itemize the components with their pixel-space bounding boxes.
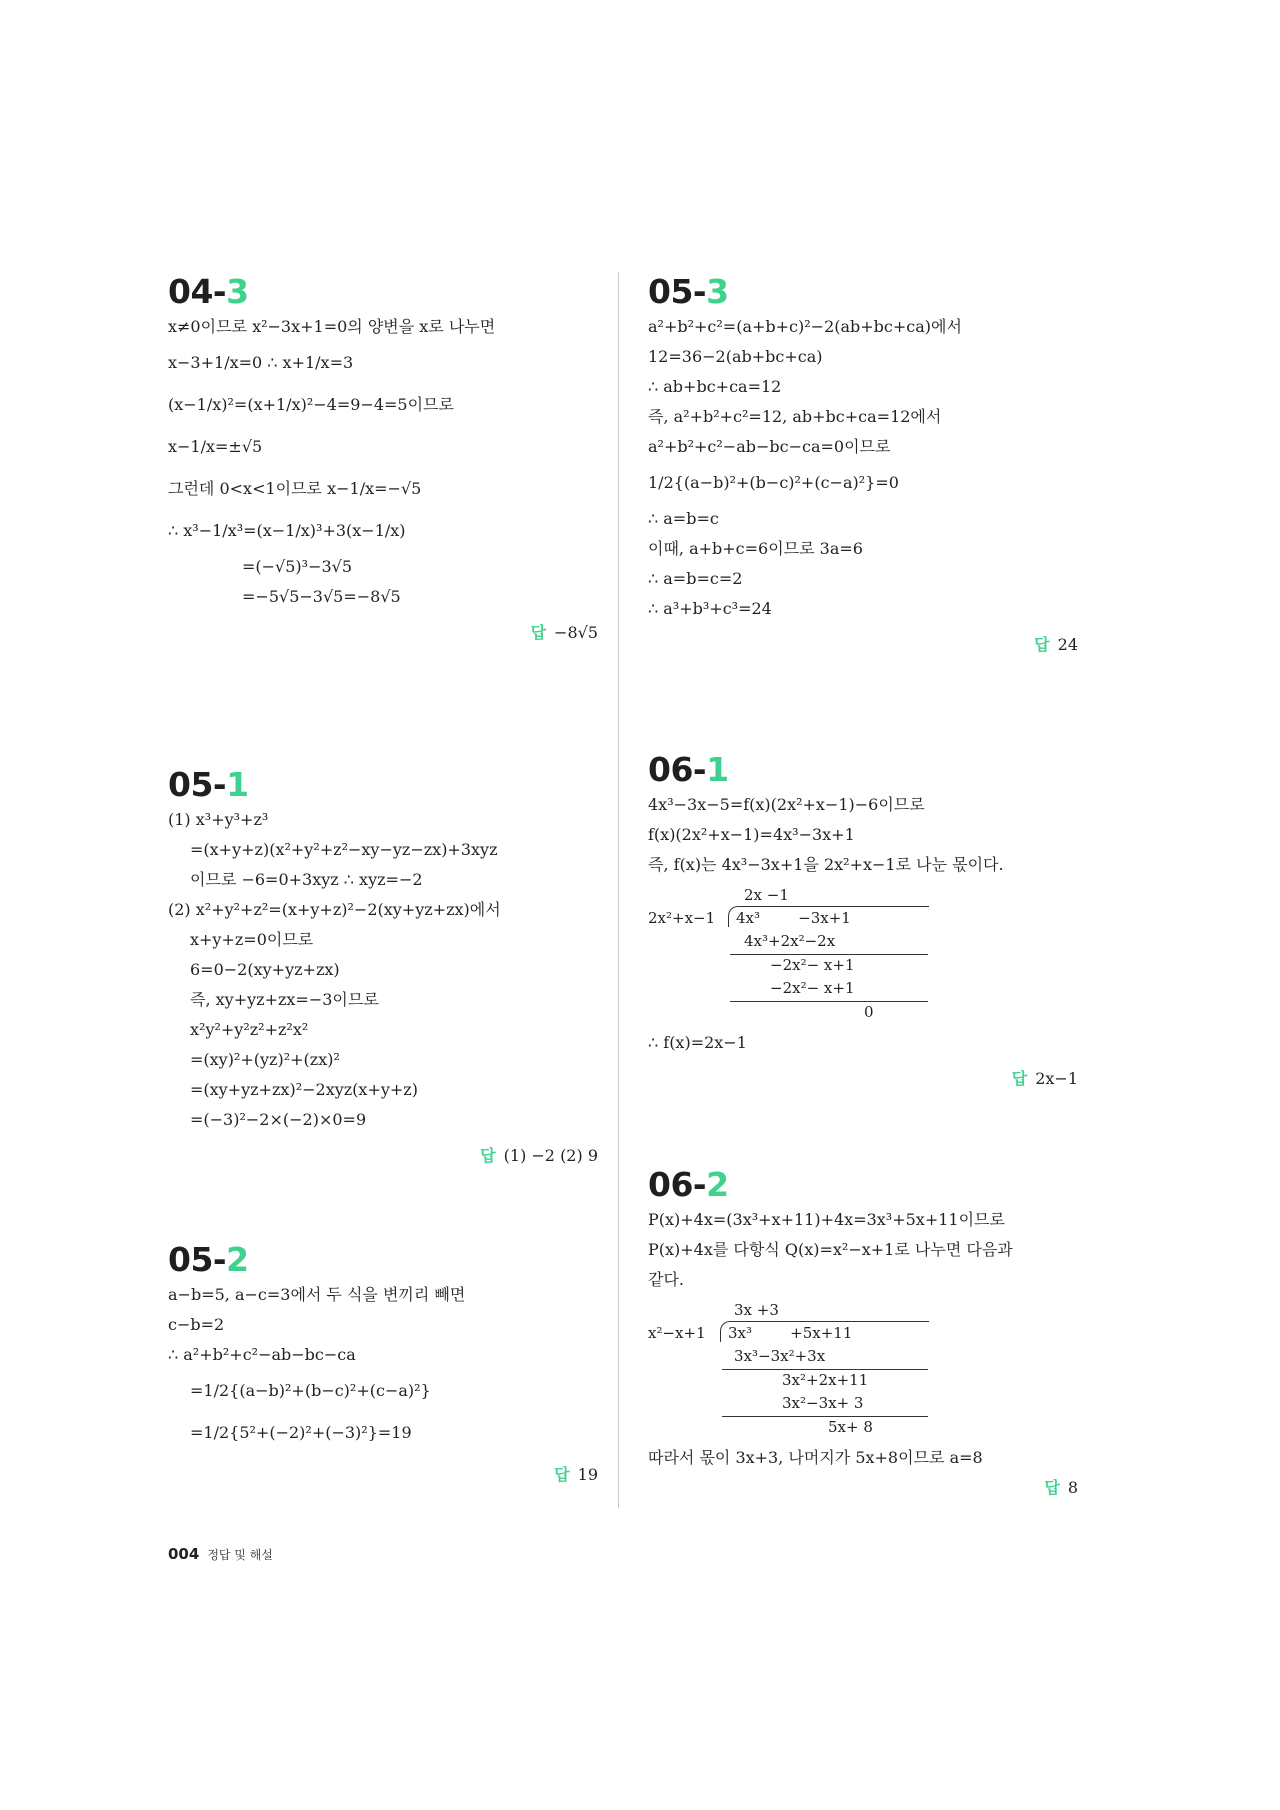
division-divisor: x²−x+1 [648, 1324, 706, 1342]
line: ∴ f(x)=2x−1 [648, 1033, 747, 1052]
line: P(x)+4x=(3x³+x+11)+4x=3x³+5x+11이므로 [648, 1210, 1005, 1229]
line: =(x+y+z)(x²+y²+z²−xy−yz−zx)+3xyz [190, 840, 498, 859]
division-rule [730, 1001, 928, 1002]
line: x+y+z=0이므로 [190, 930, 314, 949]
line: a²+b²+c²−ab−bc−ca=0이므로 [648, 437, 891, 456]
line: (x−1/x)²=(x+1/x)²−4=9−4=5이므로 [168, 395, 454, 414]
line: ∴ a³+b³+c³=24 [648, 599, 772, 618]
line: 이므로 −6=0+3xyz ∴ xyz=−2 [190, 870, 423, 889]
answer: 답 −8√5 [530, 623, 598, 642]
division-rule [722, 1416, 928, 1417]
line: ∴ a=b=c=2 [648, 569, 743, 588]
division-step: 3x³−3x²+3x [734, 1347, 826, 1365]
answer: 답 2x−1 [1011, 1069, 1078, 1088]
footer-title: 정답 및 해설 [207, 1548, 273, 1562]
line: (1) x³+y³+z³ [168, 810, 269, 829]
section-heading: 05-2 [168, 1240, 249, 1279]
division-divisor: 2x²+x−1 [648, 909, 716, 927]
line: 즉, a²+b²+c²=12, ab+bc+ca=12에서 [648, 407, 942, 426]
division-dividend: 4x³ −3x+1 [736, 909, 851, 927]
line: P(x)+4x를 다항식 Q(x)=x²−x+1로 나누면 다음과 [648, 1240, 1013, 1259]
section-06-2 [648, 1165, 1078, 1503]
line: =(−3)²−2×(−2)×0=9 [190, 1110, 367, 1129]
line: =1/2{(a−b)²+(b−c)²+(c−a)²} [190, 1381, 431, 1400]
division-quotient: 2x −1 [744, 886, 789, 904]
line: x≠0이므로 x²−3x+1=0의 양변을 x로 나누면 [168, 317, 496, 336]
line: x−3+1/x=0 ∴ x+1/x=3 [168, 353, 354, 372]
column-divider [618, 272, 619, 1508]
line: ∴ a=b=c [648, 509, 719, 528]
answer: 답 (1) −2 (2) 9 [480, 1146, 598, 1165]
division-step: 3x²−3x+ 3 [782, 1394, 864, 1412]
line: a−b=5, a−c=3에서 두 식을 변끼리 빼면 [168, 1285, 466, 1304]
answer: 답 8 [1044, 1478, 1078, 1497]
line: =(xy)²+(yz)²+(zx)² [190, 1050, 340, 1069]
division-step: −2x²− x+1 [770, 979, 855, 997]
line: 따라서 몫이 3x+3, 나머지가 5x+8이므로 a=8 [648, 1448, 983, 1467]
line: 즉, xy+yz+zx=−3이므로 [190, 990, 379, 1009]
page-footer [168, 1545, 273, 1563]
line: 이때, a+b+c=6이므로 3a=6 [648, 539, 863, 558]
line: 같다. [648, 1270, 684, 1289]
section-heading: 06-2 [648, 1165, 729, 1204]
line: (2) x²+y²+z²=(x+y+z)²−2(xy+yz+zx)에서 [168, 900, 501, 919]
line: =−5√5−3√5=−8√5 [242, 587, 401, 606]
line: 4x³−3x−5=f(x)(2x²+x−1)−6이므로 [648, 795, 925, 814]
division-step: 4x³+2x²−2x [744, 932, 836, 950]
line: ∴ a²+b²+c²−ab−bc−ca [168, 1345, 356, 1364]
division-step: −2x²− x+1 [770, 956, 855, 974]
section-05-3 [648, 272, 1078, 660]
line: =(−√5)³−3√5 [242, 557, 353, 576]
division-step: 5x+ 8 [828, 1418, 873, 1436]
section-05-2 [168, 1240, 598, 1490]
division-quotient: 3x +3 [734, 1301, 779, 1319]
answer: 답 19 [554, 1465, 598, 1484]
line: x²y²+y²z²+z²x² [190, 1020, 309, 1039]
line: 그런데 0<x<1이므로 x−1/x=−√5 [168, 479, 422, 498]
division-step: 0 [864, 1003, 874, 1021]
line: f(x)(2x²+x−1)=4x³−3x+1 [648, 825, 855, 844]
line: 12=36−2(ab+bc+ca) [648, 347, 823, 366]
section-06-1 [648, 750, 1078, 1094]
answer: 답 24 [1034, 635, 1078, 654]
division-dividend: 3x³ +5x+11 [728, 1324, 853, 1342]
line: 1/2{(a−b)²+(b−c)²+(c−a)²}=0 [648, 473, 899, 492]
section-05-1 [168, 765, 598, 1171]
line: 6=0−2(xy+yz+zx) [190, 960, 340, 979]
long-division [648, 1299, 1078, 1439]
line: ∴ ab+bc+ca=12 [648, 377, 782, 396]
line: a²+b²+c²=(a+b+c)²−2(ab+bc+ca)에서 [648, 317, 962, 336]
section-heading: 05-3 [648, 272, 729, 311]
line: 즉, f(x)는 4x³−3x+1을 2x²+x−1로 나눈 몫이다. [648, 855, 1004, 874]
section-heading: 05-1 [168, 765, 249, 804]
line: x−1/x=±√5 [168, 437, 263, 456]
line: =1/2{5²+(−2)²+(−3)²}=19 [190, 1423, 412, 1442]
section-04-3 [168, 272, 598, 648]
line: c−b=2 [168, 1315, 225, 1334]
long-division [648, 884, 1078, 1024]
division-step: 3x²+2x+11 [782, 1371, 869, 1389]
line: ∴ x³−1/x³=(x−1/x)³+3(x−1/x) [168, 521, 406, 540]
section-heading: 06-1 [648, 750, 729, 789]
line: =(xy+yz+zx)²−2xyz(x+y+z) [190, 1080, 418, 1099]
page-number: 004 [168, 1545, 200, 1563]
section-heading: 04-3 [168, 272, 249, 311]
